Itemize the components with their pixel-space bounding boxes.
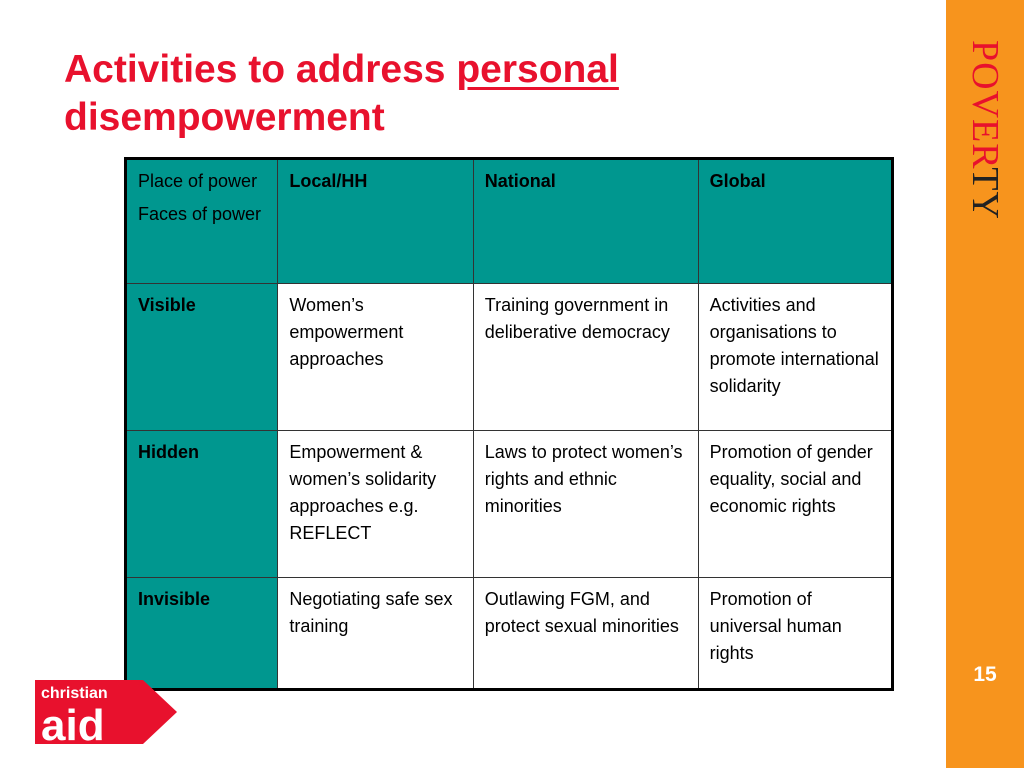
table-header-row	[126, 159, 893, 284]
svg-text:aid: aid	[41, 701, 105, 744]
table-cell: Laws to protect women’s rights and ethnic minorities	[473, 431, 698, 578]
page-title	[64, 46, 884, 142]
svg-text:christian: christian	[41, 685, 108, 702]
row-label-visible: Visible	[126, 284, 278, 431]
title-part2: disempowerment	[64, 96, 385, 139]
section-title-vertical: POVERTY	[964, 40, 1006, 220]
table-cell: Outlawing FGM, and protect sexual minorities	[473, 578, 698, 690]
sidebar-divider	[943, 0, 946, 768]
header-place-of-power: Place of power	[138, 171, 258, 191]
table-row	[126, 431, 893, 578]
header-local: Local/HH	[278, 159, 473, 284]
table-cell: Promotion of gender equality, social and economic rights	[698, 431, 892, 578]
table-cell: Promotion of universal human rights	[698, 578, 892, 690]
title-underlined: personal	[456, 48, 619, 91]
header-national: National	[473, 159, 698, 284]
table-cell: Empowerment & women’s solidarity approaches e.g. REFLECT	[278, 431, 473, 578]
header-global: Global	[698, 159, 892, 284]
power-table	[124, 157, 894, 691]
header-faces-of-power: Faces of power	[138, 204, 262, 224]
table-cell: Training government in deliberative democracy	[473, 284, 698, 431]
table-cell: Women’s empowerment approaches	[278, 284, 473, 431]
table-row	[126, 578, 893, 690]
table-cell: Negotiating safe sex training	[278, 578, 473, 690]
row-label-invisible: Invisible	[126, 578, 278, 690]
slide-number: 15	[973, 663, 997, 686]
title-part1: Activities to address	[64, 48, 457, 91]
table-cell: Activities and organisations to promote international solidarity	[698, 284, 892, 431]
table-row	[126, 284, 893, 431]
row-label-hidden: Hidden	[126, 431, 278, 578]
christian-aid-logo	[35, 680, 177, 744]
header-corner-cell	[126, 159, 278, 284]
